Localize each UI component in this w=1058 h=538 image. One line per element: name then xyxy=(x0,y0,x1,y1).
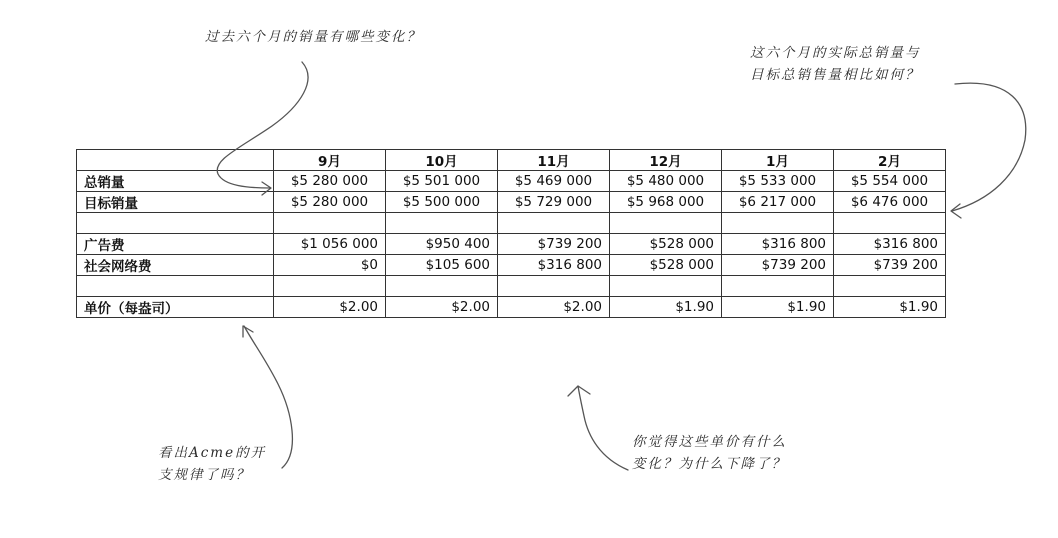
table-cell: $5 469 000 xyxy=(498,171,610,192)
annotation-text-line1: 你觉得这些单价有什么 xyxy=(632,434,787,450)
month-header: 11月 xyxy=(498,150,610,171)
month-header: 2月 xyxy=(834,150,946,171)
annotation-text-line1: 看出Acme的开 xyxy=(158,445,267,461)
table-cell: $5 729 000 xyxy=(498,192,610,213)
arrow-to-target-sales xyxy=(952,83,1026,211)
table-cell: $5 500 000 xyxy=(386,192,498,213)
table-cell: $1.90 xyxy=(722,297,834,318)
table-cell: $5 280 000 xyxy=(274,192,386,213)
annotation-text: 过去六个月的销量有哪些变化？ xyxy=(205,29,422,45)
table-cell: $0 xyxy=(274,255,386,276)
arrow-to-unit-price xyxy=(578,386,628,470)
table-cell: $5 480 000 xyxy=(610,171,722,192)
table-cell: $5 280 000 xyxy=(274,171,386,192)
table-cell: $2.00 xyxy=(274,297,386,318)
month-header: 10月 xyxy=(386,150,498,171)
month-header: 9月 xyxy=(274,150,386,171)
table-cell: $6 476 000 xyxy=(834,192,946,213)
table-cell: $6 217 000 xyxy=(722,192,834,213)
table-cell: $105 600 xyxy=(386,255,498,276)
table-cell: $739 200 xyxy=(722,255,834,276)
month-header: 12月 xyxy=(610,150,722,171)
arrow-to-total-sales xyxy=(217,62,308,188)
table-cell: $1.90 xyxy=(834,297,946,318)
table-cell: $2.00 xyxy=(386,297,498,318)
annotation-text-line2: 目标总销售量相比如何？ xyxy=(750,67,921,83)
table-cell: $950 400 xyxy=(386,234,498,255)
table-cell: $739 200 xyxy=(498,234,610,255)
table-cell: $316 800 xyxy=(722,234,834,255)
table-cell: $316 800 xyxy=(834,234,946,255)
table-cell: $739 200 xyxy=(834,255,946,276)
annotation-text-line1: 这六个月的实际总销量与 xyxy=(750,45,921,61)
table-cell: $5 554 000 xyxy=(834,171,946,192)
table-cell: $5 533 000 xyxy=(722,171,834,192)
annotation-text-line2: 变化？为什么下降了？ xyxy=(632,456,787,472)
row-label: 社会网络费 xyxy=(77,255,274,276)
row-label: 总销量 xyxy=(77,171,274,192)
table-cell: $5 968 000 xyxy=(610,192,722,213)
table-cell: $1 056 000 xyxy=(274,234,386,255)
table-cell: $5 501 000 xyxy=(386,171,498,192)
table-cell: $528 000 xyxy=(610,255,722,276)
row-label: 目标销量 xyxy=(77,192,274,213)
row-label: 广告费 xyxy=(77,234,274,255)
row-label: 单价（每盎司） xyxy=(77,297,274,318)
month-header: 1月 xyxy=(722,150,834,171)
annotation-text-line2: 支规律了吗？ xyxy=(158,467,251,483)
table-cell: $528 000 xyxy=(610,234,722,255)
table-cell: $2.00 xyxy=(498,297,610,318)
arrowhead-costs xyxy=(243,326,253,337)
table-cell: $1.90 xyxy=(610,297,722,318)
arrow-to-costs xyxy=(244,326,292,468)
table-cell: $316 800 xyxy=(498,255,610,276)
